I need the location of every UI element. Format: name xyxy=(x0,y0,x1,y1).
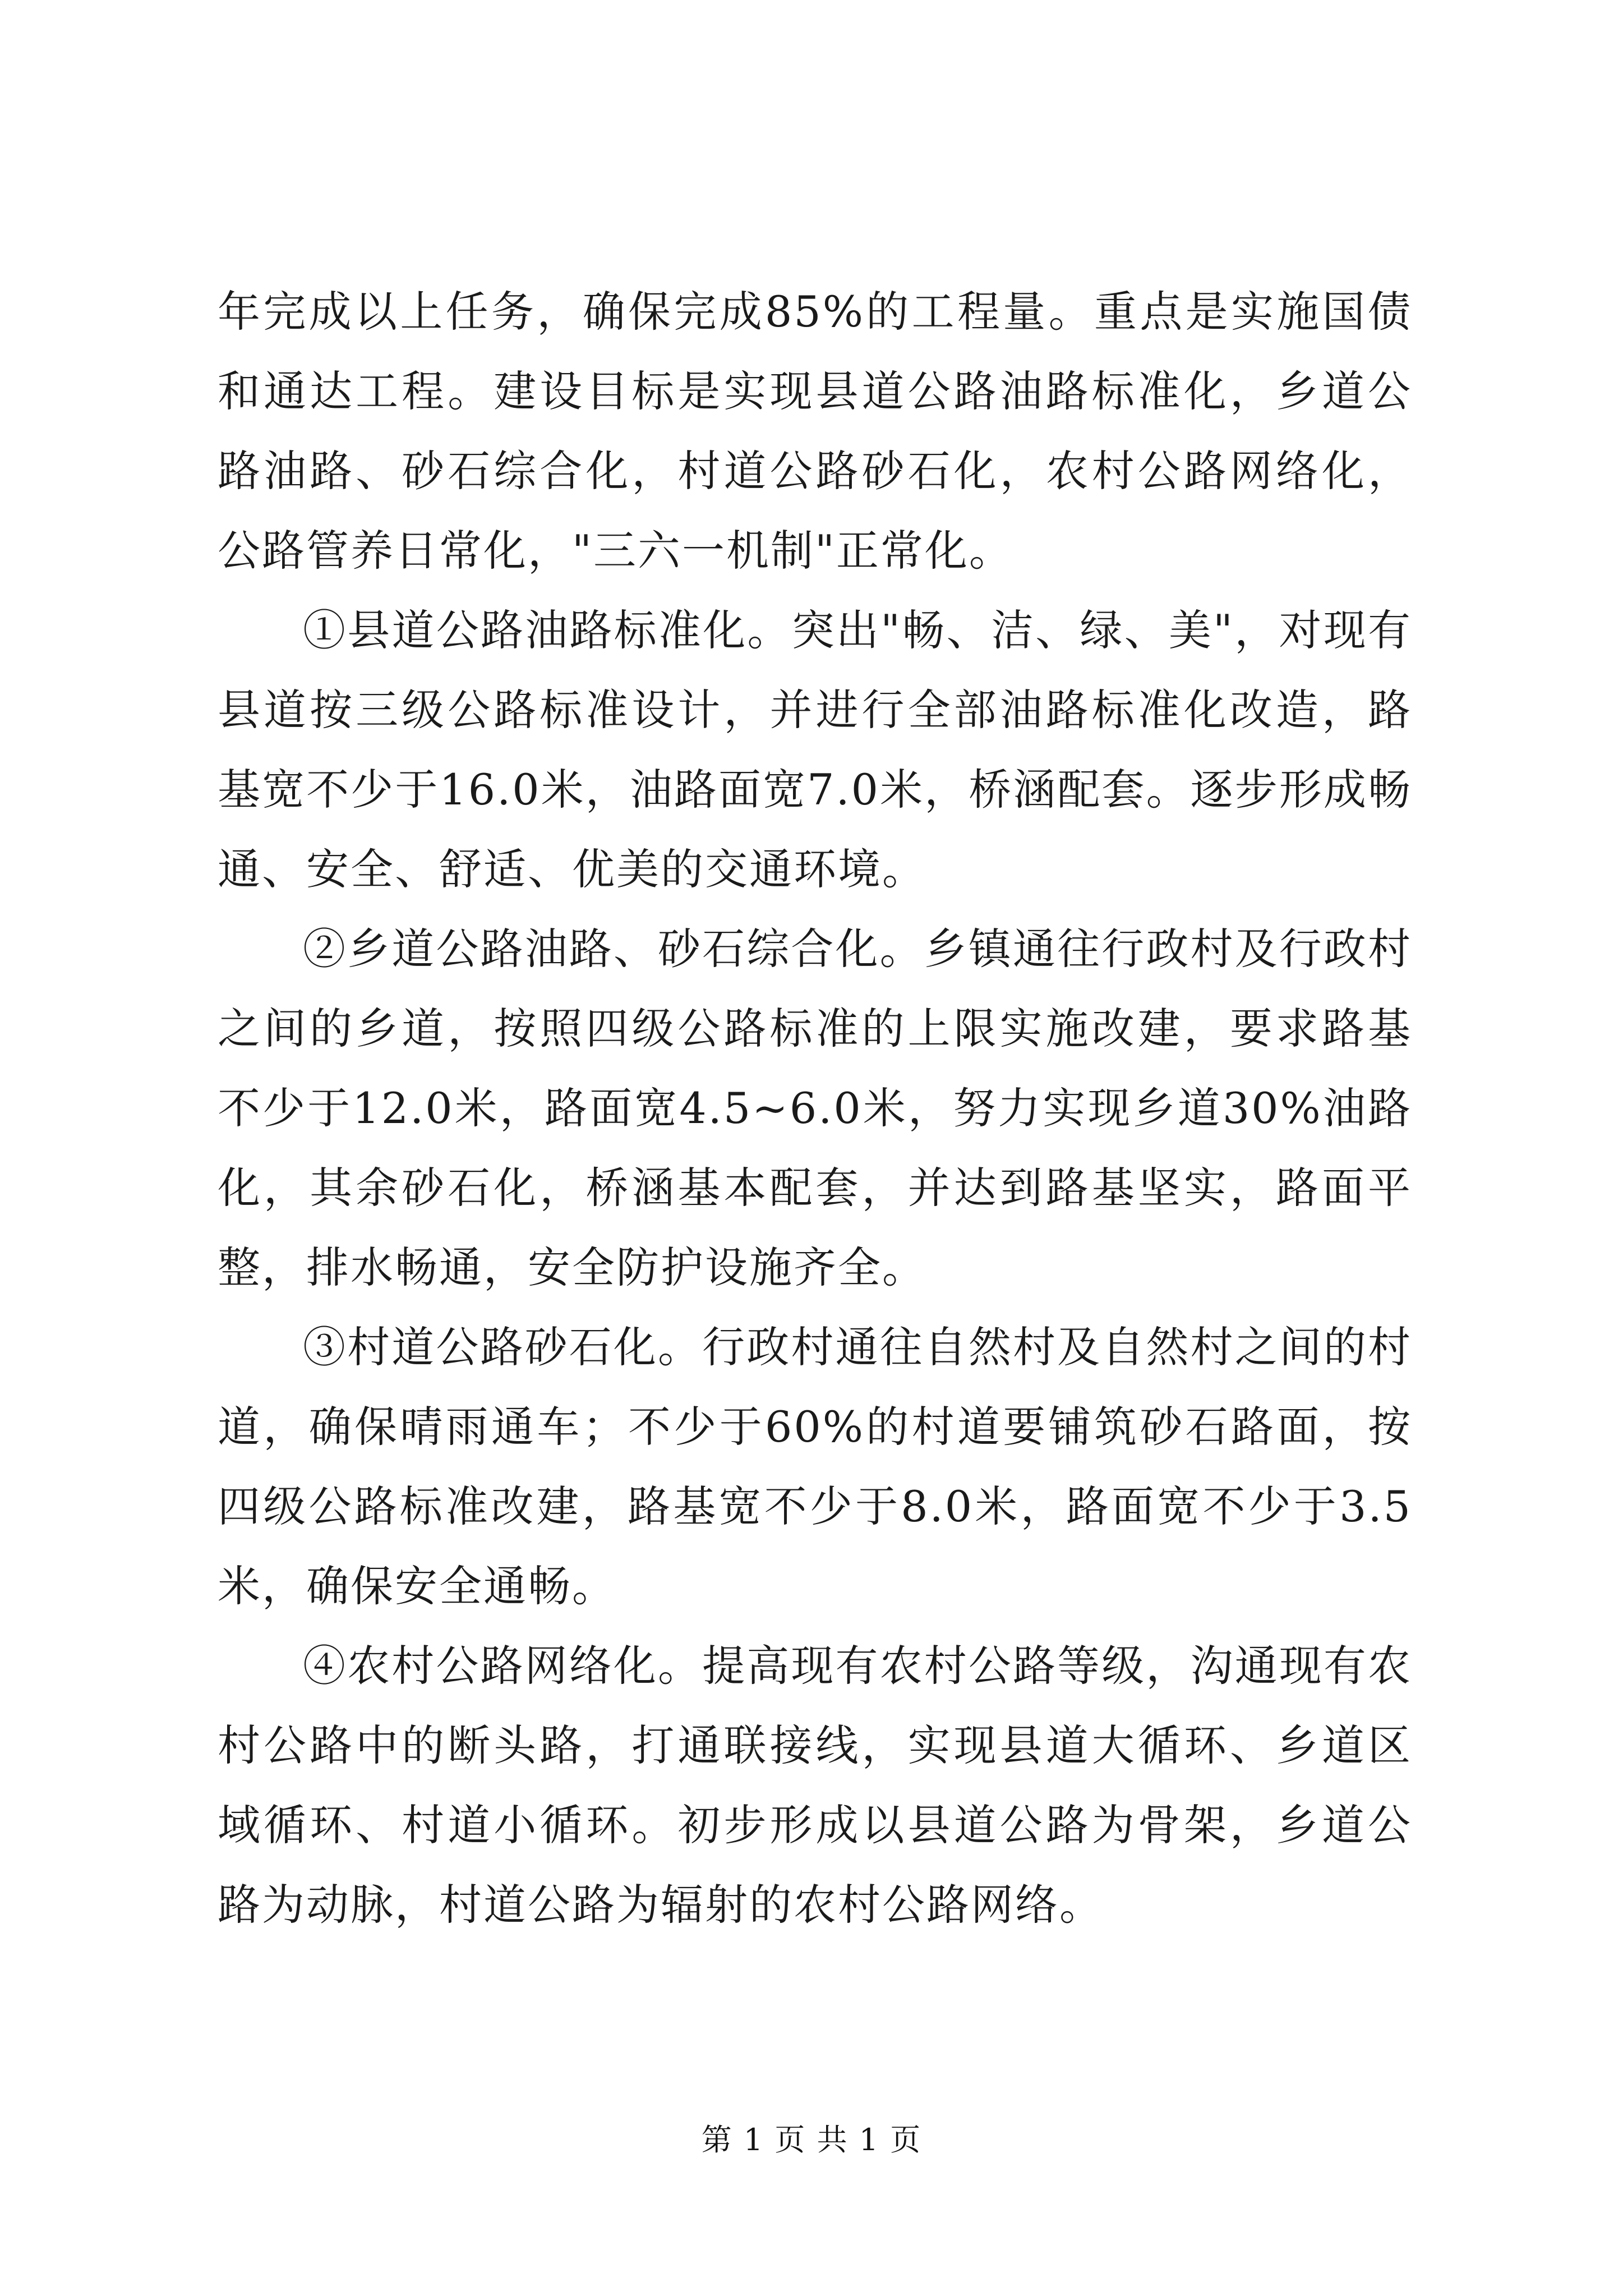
page-footer: 第 1 页 共 1 页 xyxy=(701,2122,922,2157)
paragraph-road-network: ④农村公路网络化。提高现有农村公路等级，沟通现有农村公路中的断头路，打通联接线，实现县道大循环、乡道区域循环、村道小循环。初步形成以县道公路为骨架，乡道公路为动脉，村道公路为辐射的农村公路网络。 xyxy=(218,1641,1412,1930)
paragraph-continuation: 年完成以上任务，确保完成85%的工程量。重点是实施国债和通达工程。建设目标是实现县道公路油路标准化，乡道公路油路、砂石综合化，村道公路砂石化，农村公路网络化，公路管养日常化，"三六一机制"正常化。 xyxy=(218,287,1412,576)
paragraph-county-roads: ①县道公路油路标准化。突出"畅、洁、绿、美"，对现有县道按三级公路标准设计，并进行全部油路标准化改造，路基宽不少于16.0米，油路面宽7.0米，桥涵配套。逐步形成畅通、安全、舒适、优美的交通环境。 xyxy=(218,605,1412,894)
paragraph-township-roads: ②乡道公路油路、砂石综合化。乡镇通往行政村及行政村之间的乡道，按照四级公路标准的上限实施改建，要求路基不少于12.0米，路面宽4.5~6.0米，努力实现乡道30%油路化，其余砂石化，桥涵基本配套，并达到路基坚实，路面平整，排水畅通，安全防护设施齐全。 xyxy=(218,924,1412,1292)
document-body xyxy=(218,272,1412,1945)
paragraph-village-roads: ③村道公路砂石化。行政村通往自然村及自然村之间的村道，确保晴雨通车；不少于60%的村道要铺筑砂石路面，按四级公路标准改建，路基宽不少于8.0米，路面宽不少于3.5米，确保安全通畅。 xyxy=(218,1322,1412,1611)
